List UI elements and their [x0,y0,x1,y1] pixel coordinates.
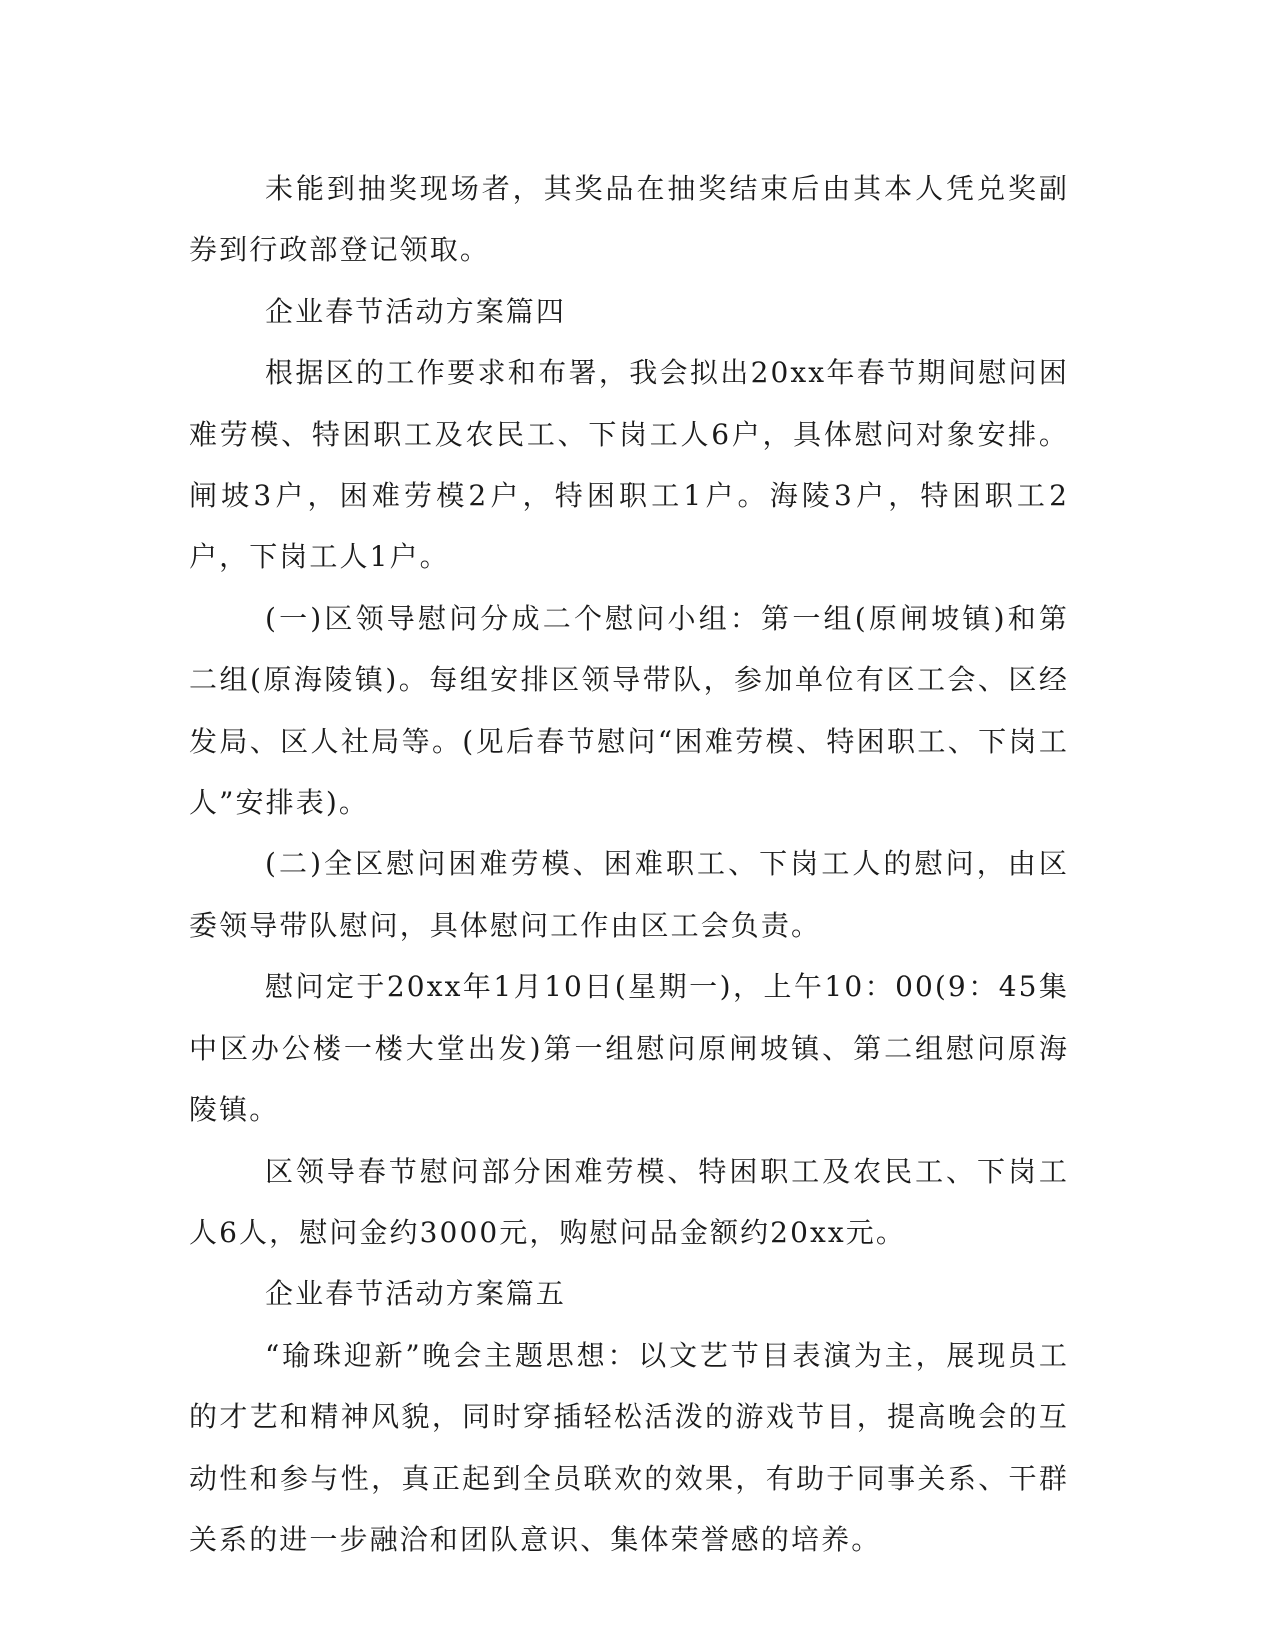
paragraph-visit-schedule: 慰问定于20xx年1月10日(星期一)，上午10：00(9：45集中区办公楼一楼大堂出发)第一组慰问原闸坡镇、第二组慰问原海陵镇。 [189,970,1069,1127]
document-body [189,158,1069,1570]
section-heading-part-four: 企业春节活动方案篇四 [265,294,567,328]
paragraph-visit-budget: 区领导春节慰问部分困难劳模、特困职工及农民工、下岗工人6人，慰问金约3000元，购慰问品金额约20xx元。 [189,1154,1069,1249]
paragraph-visit-plan: 根据区的工作要求和布署，我会拟出20xx年春节期间慰问困难劳模、特困职工及农民工、下岗工人6户，具体慰问对象安排。闸坡3户，困难劳模2户，特困职工1户。海陵3户，特困职工2户，下岗工人1户。 [189,356,1069,574]
paragraph-visit-groups: (一)区领导慰问分成二个慰问小组：第一组(原闸坡镇)和第二组(原海陵镇)。每组安排区领导带队，参加单位有区工会、区经发局、区人社局等。(见后春节慰问“困难劳模、特困职工、下岗工人”安排表)。 [189,601,1069,820]
section-heading-part-five: 企业春节活动方案篇五 [265,1277,567,1311]
paragraph-district-visit: (二)全区慰问困难劳模、困难职工、下岗工人的慰问，由区委领导带队慰问，具体慰问工作由区工会负责。 [189,847,1069,942]
paragraph-prize-claim: 未能到抽奖现场者，其奖品在抽奖结束后由其本人凭兑奖副券到行政部登记领取。 [189,172,1069,267]
paragraph-party-theme: “瑜珠迎新”晚会主题思想：以文艺节目表演为主，展现员工的才艺和精神风貌，同时穿插轻松活泼的游戏节目，提高晚会的互动性和参与性，真正起到全员联欢的效果，有助于同事关系、干群关系的进一步融洽和团队意识、集体荣誉感的培养。 [189,1338,1069,1556]
